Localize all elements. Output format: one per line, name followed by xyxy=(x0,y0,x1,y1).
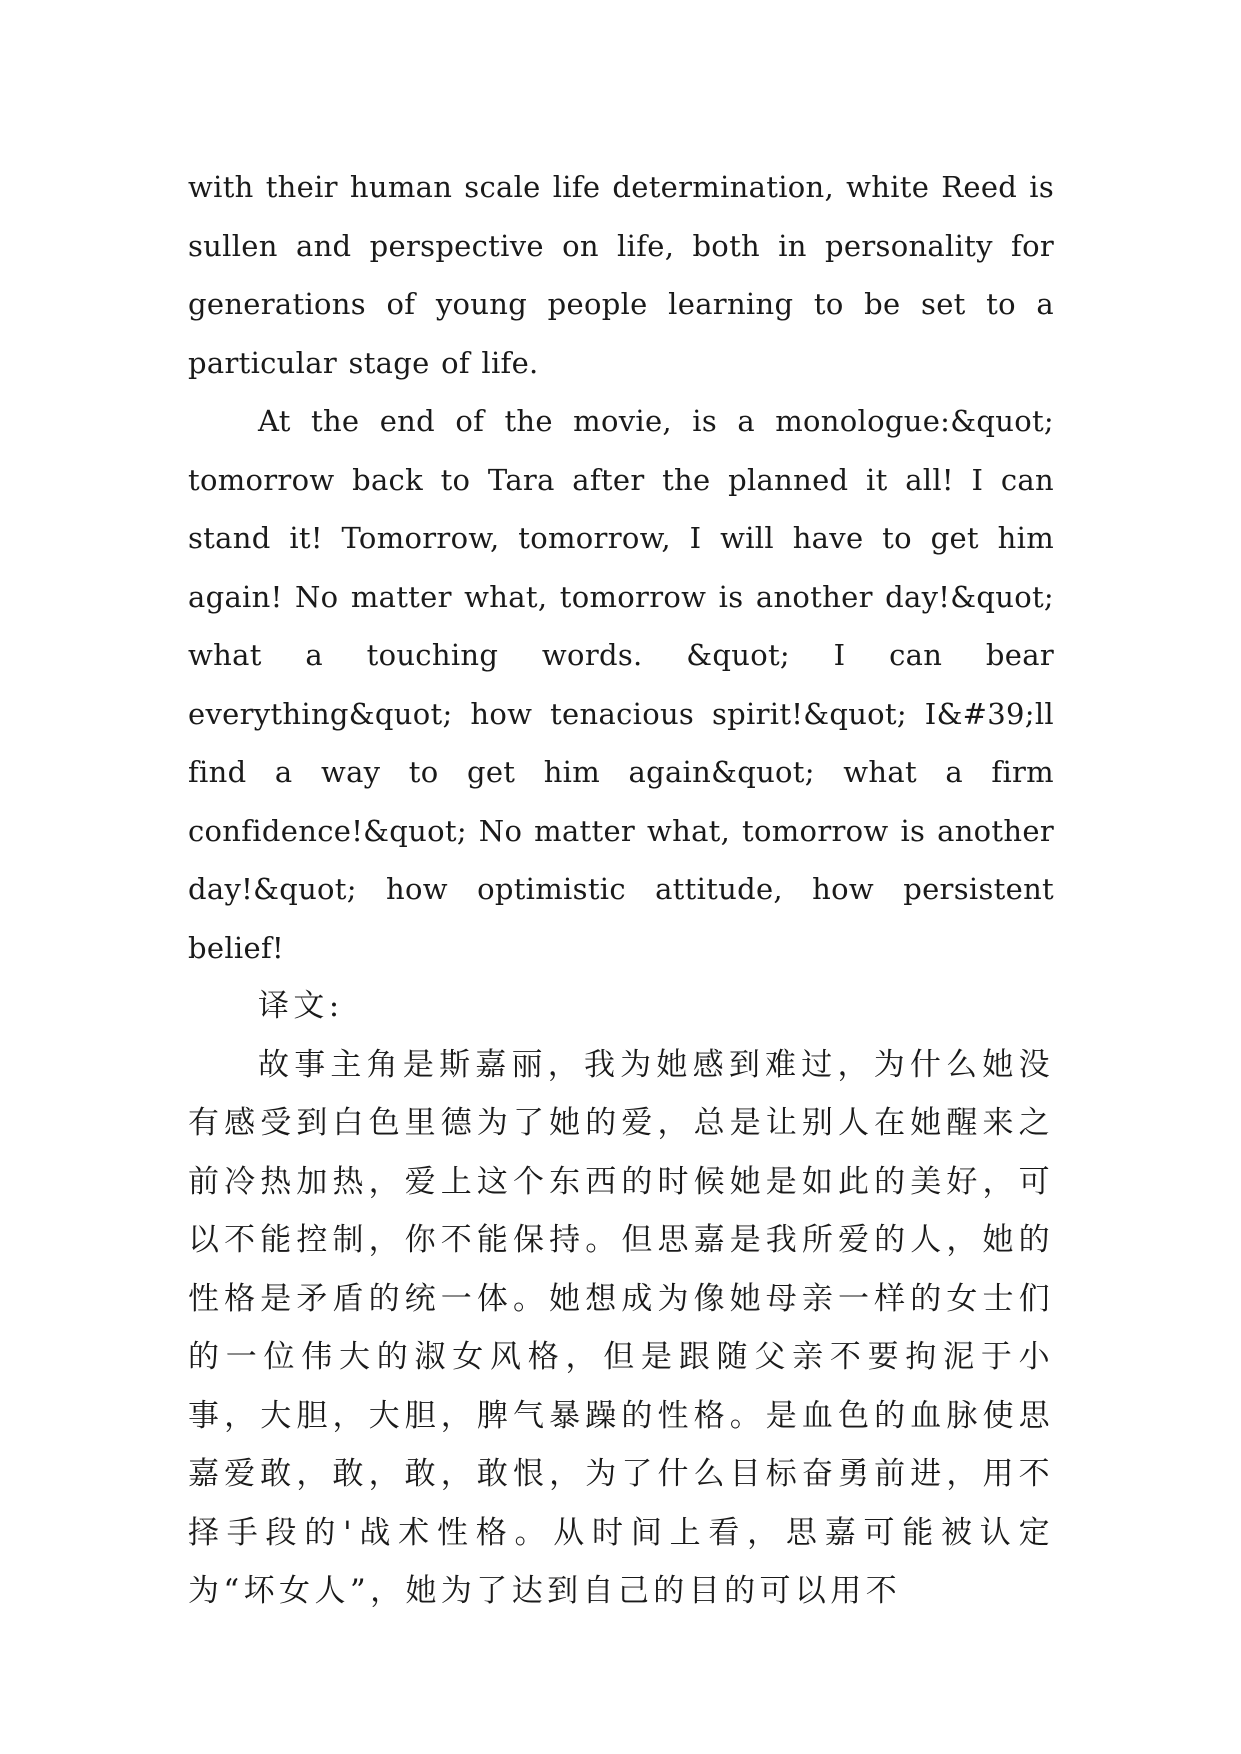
paragraph-english-1: with their human scale life determination, white Reed is sullen and perspective on life, both in personality for generations of young people learning to be set to a particular stage of life. xyxy=(188,170,1054,380)
paragraph-chinese-1: 故事主角是斯嘉丽，我为她感到难过，为什么她没有感受到白色里德为了她的爱，总是让别人在她醒来之前冷热加热，爱上这个东西的时候她是如此的美好，可以不能控制，你不能保持。但思嘉是我所爱的人，她的性格是矛盾的统一体。她想成为像她母亲一样的女士们的一位伟大的淑女风格，但是跟随父亲不要拘泥于小事，大胆，大胆，脾气暴躁的性格。是血色的血脉使思嘉爱敢，敢，敢，敢恨，为了什么目标奋勇前进，用不择手段的'战术性格。从时间上看，思嘉可能被认定为“坏女人”，她为了达到自己的目的可以用不 xyxy=(188,1046,1054,1609)
document-body xyxy=(188,158,1054,1621)
paragraph-english-2: At the end of the movie, is a monologue:&quot; tomorrow back to Tara after the planned it all! I can stand it! Tomorrow, tomorrow, I will have to get him again! No matter what, tomorrow is another day!&quot; what a touching words. &quot; I can bear everything&quot; how tenacious spirit!&quot; I&#39;ll find a way to get him again&quot; what a firm confidence!&quot; No matter what, tomorrow is another day!&quot; how optimistic attitude, how persistent belief! xyxy=(188,404,1054,965)
translation-label: 译文: xyxy=(258,988,344,1024)
